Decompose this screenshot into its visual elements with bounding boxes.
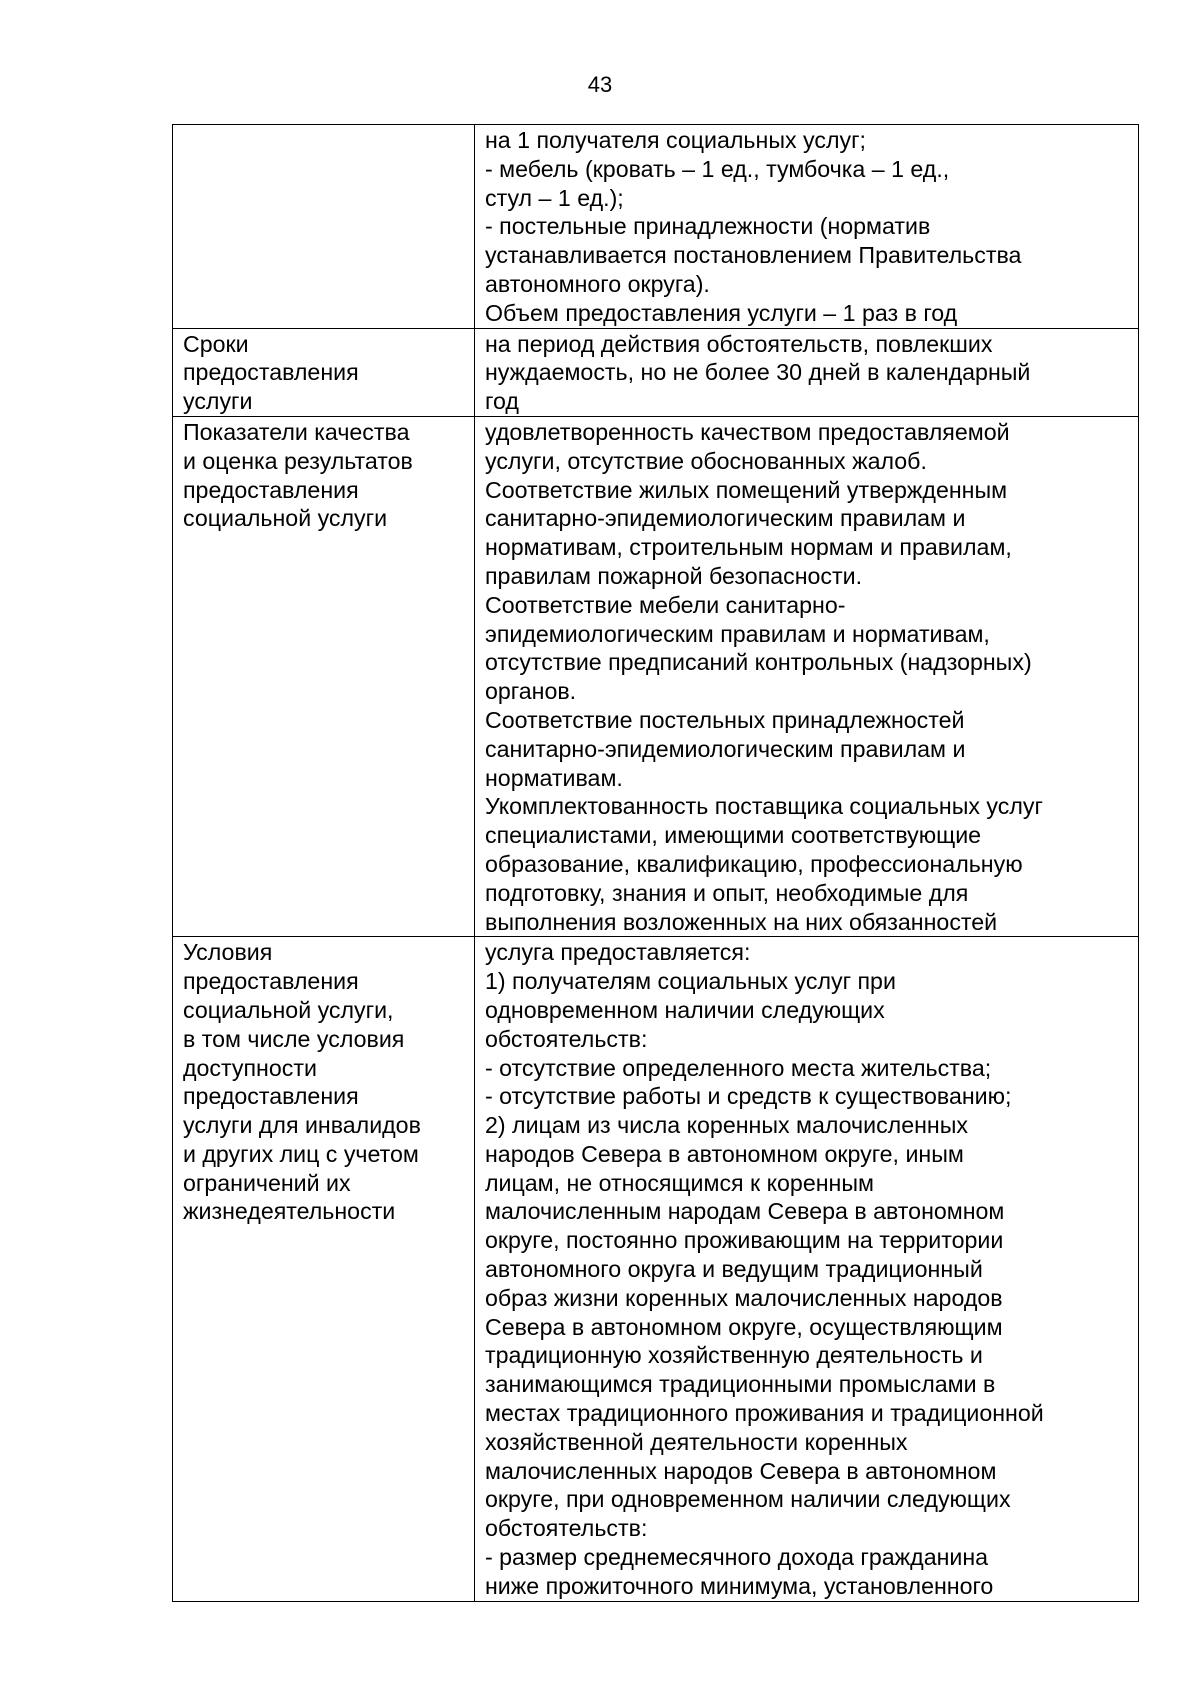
row-content-line: на период действия обстоятельств, повлекших [485, 330, 993, 357]
row-label-line: и оценка результатов [183, 447, 413, 474]
table-body [173, 125, 1139, 1602]
row-content-line: - мебель (кровать – 1 ед., тумбочка – 1 ед., [485, 155, 950, 182]
row-content-line: услуги, отсутствие обоснованных жалоб. [485, 447, 927, 474]
table-row [173, 125, 1139, 329]
row-label-cell [173, 416, 475, 936]
row-label-line: ограничений их [183, 1169, 351, 1196]
row-label-line: в том числе условия [183, 1025, 405, 1052]
row-label-cell [173, 125, 475, 329]
row-content-line: эпидемиологическим правилам и нормативам, [485, 620, 990, 647]
row-content-line: стул – 1 ед.); [485, 184, 624, 211]
row-content-line: округе, постоянно проживающим на территории [485, 1227, 1004, 1254]
row-content-line: устанавливается постановлением Правительства [485, 242, 1022, 269]
row-content-line: правилам пожарной безопасности. [485, 562, 863, 589]
row-label-line: предоставления [183, 1083, 359, 1110]
row-label-line: социальной услуги, [183, 996, 394, 1023]
row-content-line: Соответствие мебели санитарно- [485, 591, 846, 618]
row-content-line: малочисленным народам Севера в автономном [485, 1198, 1005, 1225]
row-content-line: 2) лицам из числа коренных малочисленных [485, 1112, 968, 1139]
row-content-line: санитарно-эпидемиологическим правилам и [485, 735, 966, 762]
row-content-line: подготовку, знания и опыт, необходимые для [485, 879, 969, 906]
row-content-line: Объем предоставления услуги – 1 раз в год [485, 299, 958, 326]
row-content-line: ниже прожиточного минимума, установленного [485, 1572, 994, 1599]
row-content-line: нормативам, строительным нормам и правилам, [485, 534, 1012, 561]
row-content-line: автономного округа). [485, 270, 710, 297]
row-content-line: обстоятельств: [485, 1515, 648, 1542]
row-label-line: предоставления [183, 476, 359, 503]
row-content-line: специалистами, имеющими соответствующие [485, 822, 982, 849]
table-row [173, 937, 1139, 1601]
row-content-line: Соответствие жилых помещений утвержденным [485, 476, 1008, 503]
row-content-line: хозяйственной деятельности коренных [485, 1428, 908, 1455]
row-label-cell [173, 937, 475, 1601]
row-content-line: органов. [485, 678, 577, 705]
table-row [173, 416, 1139, 936]
row-label-cell [173, 328, 475, 416]
row-label-line: доступности [183, 1054, 317, 1081]
row-content-line: на 1 получателя социальных услуг; [485, 127, 866, 153]
row-content-line: услуга предоставляется: [485, 939, 751, 966]
row-content-cell [475, 328, 1139, 416]
row-label-line: Сроки [183, 330, 249, 357]
row-content-cell [475, 416, 1139, 936]
page-number: 43 [587, 72, 613, 97]
row-content-line: Севера в автономном округе, осуществляющим [485, 1313, 1003, 1340]
row-label-line: услуги [183, 388, 253, 415]
row-content-line: занимающимся традиционными промыслами в [485, 1371, 996, 1398]
row-content-line: автономного округа и ведущим традиционный [485, 1256, 983, 1283]
row-content-cell [475, 937, 1139, 1601]
row-content-line: отсутствие предписаний контрольных (надзорных) [485, 649, 1032, 676]
row-content-line: удовлетворенность качеством предоставляемой [485, 418, 1010, 445]
row-content-line: народов Севера в автономном округе, иным [485, 1140, 964, 1167]
row-content-line: нуждаемость, но не более 30 дней в календарный [485, 359, 1031, 386]
row-label-line: и других лиц с учетом [183, 1140, 419, 1167]
row-label-line: жизнедеятельности [183, 1198, 396, 1225]
row-label-line: социальной услуги [183, 505, 388, 532]
row-content-line: малочисленных народов Севера в автономном [485, 1457, 997, 1484]
row-content-line: Соответствие постельных принадлежностей [485, 706, 965, 733]
row-content-line: традиционную хозяйственную деятельность и [485, 1342, 983, 1369]
row-content-cell [475, 125, 1139, 329]
table-row [173, 328, 1139, 416]
row-content-line: образ жизни коренных малочисленных народов [485, 1284, 1003, 1311]
row-content-line: год [485, 388, 519, 415]
row-label-line: услуги для инвалидов [183, 1112, 421, 1139]
row-label-line: предоставления [183, 968, 359, 995]
row-label-line: предоставления [183, 359, 359, 386]
row-label-line: Показатели качества [183, 418, 410, 445]
row-content-line: санитарно-эпидемиологическим правилам и [485, 505, 966, 532]
row-content-line: 1) получателям социальных услуг при [485, 968, 896, 995]
row-label-line: Условия [183, 939, 273, 966]
row-content-line: нормативам. [485, 764, 623, 791]
row-content-line: Укомплектованность поставщика социальных услуг [485, 793, 1043, 820]
service-standard-table [172, 124, 1139, 1602]
row-content-line: обстоятельств: [485, 1025, 648, 1052]
row-content-line: выполнения возложенных на них обязанностей [485, 908, 998, 935]
row-content-line: одновременном наличии следующих [485, 996, 885, 1023]
row-content-line: лицам, не относящимся к коренным [485, 1169, 874, 1196]
row-content-line: - размер среднемесячного дохода гражданина [485, 1544, 989, 1571]
row-content-line: - отсутствие определенного места жительства; [485, 1054, 992, 1081]
row-content-line: местах традиционного проживания и традиционной [485, 1400, 1044, 1427]
row-content-line: образование, квалификацию, профессиональную [485, 850, 1023, 877]
row-content-line: округе, при одновременном наличии следующих [485, 1486, 1011, 1513]
row-content-line: - отсутствие работы и средств к существованию; [485, 1083, 1012, 1110]
row-content-line: - постельные принадлежности (норматив [485, 213, 931, 240]
